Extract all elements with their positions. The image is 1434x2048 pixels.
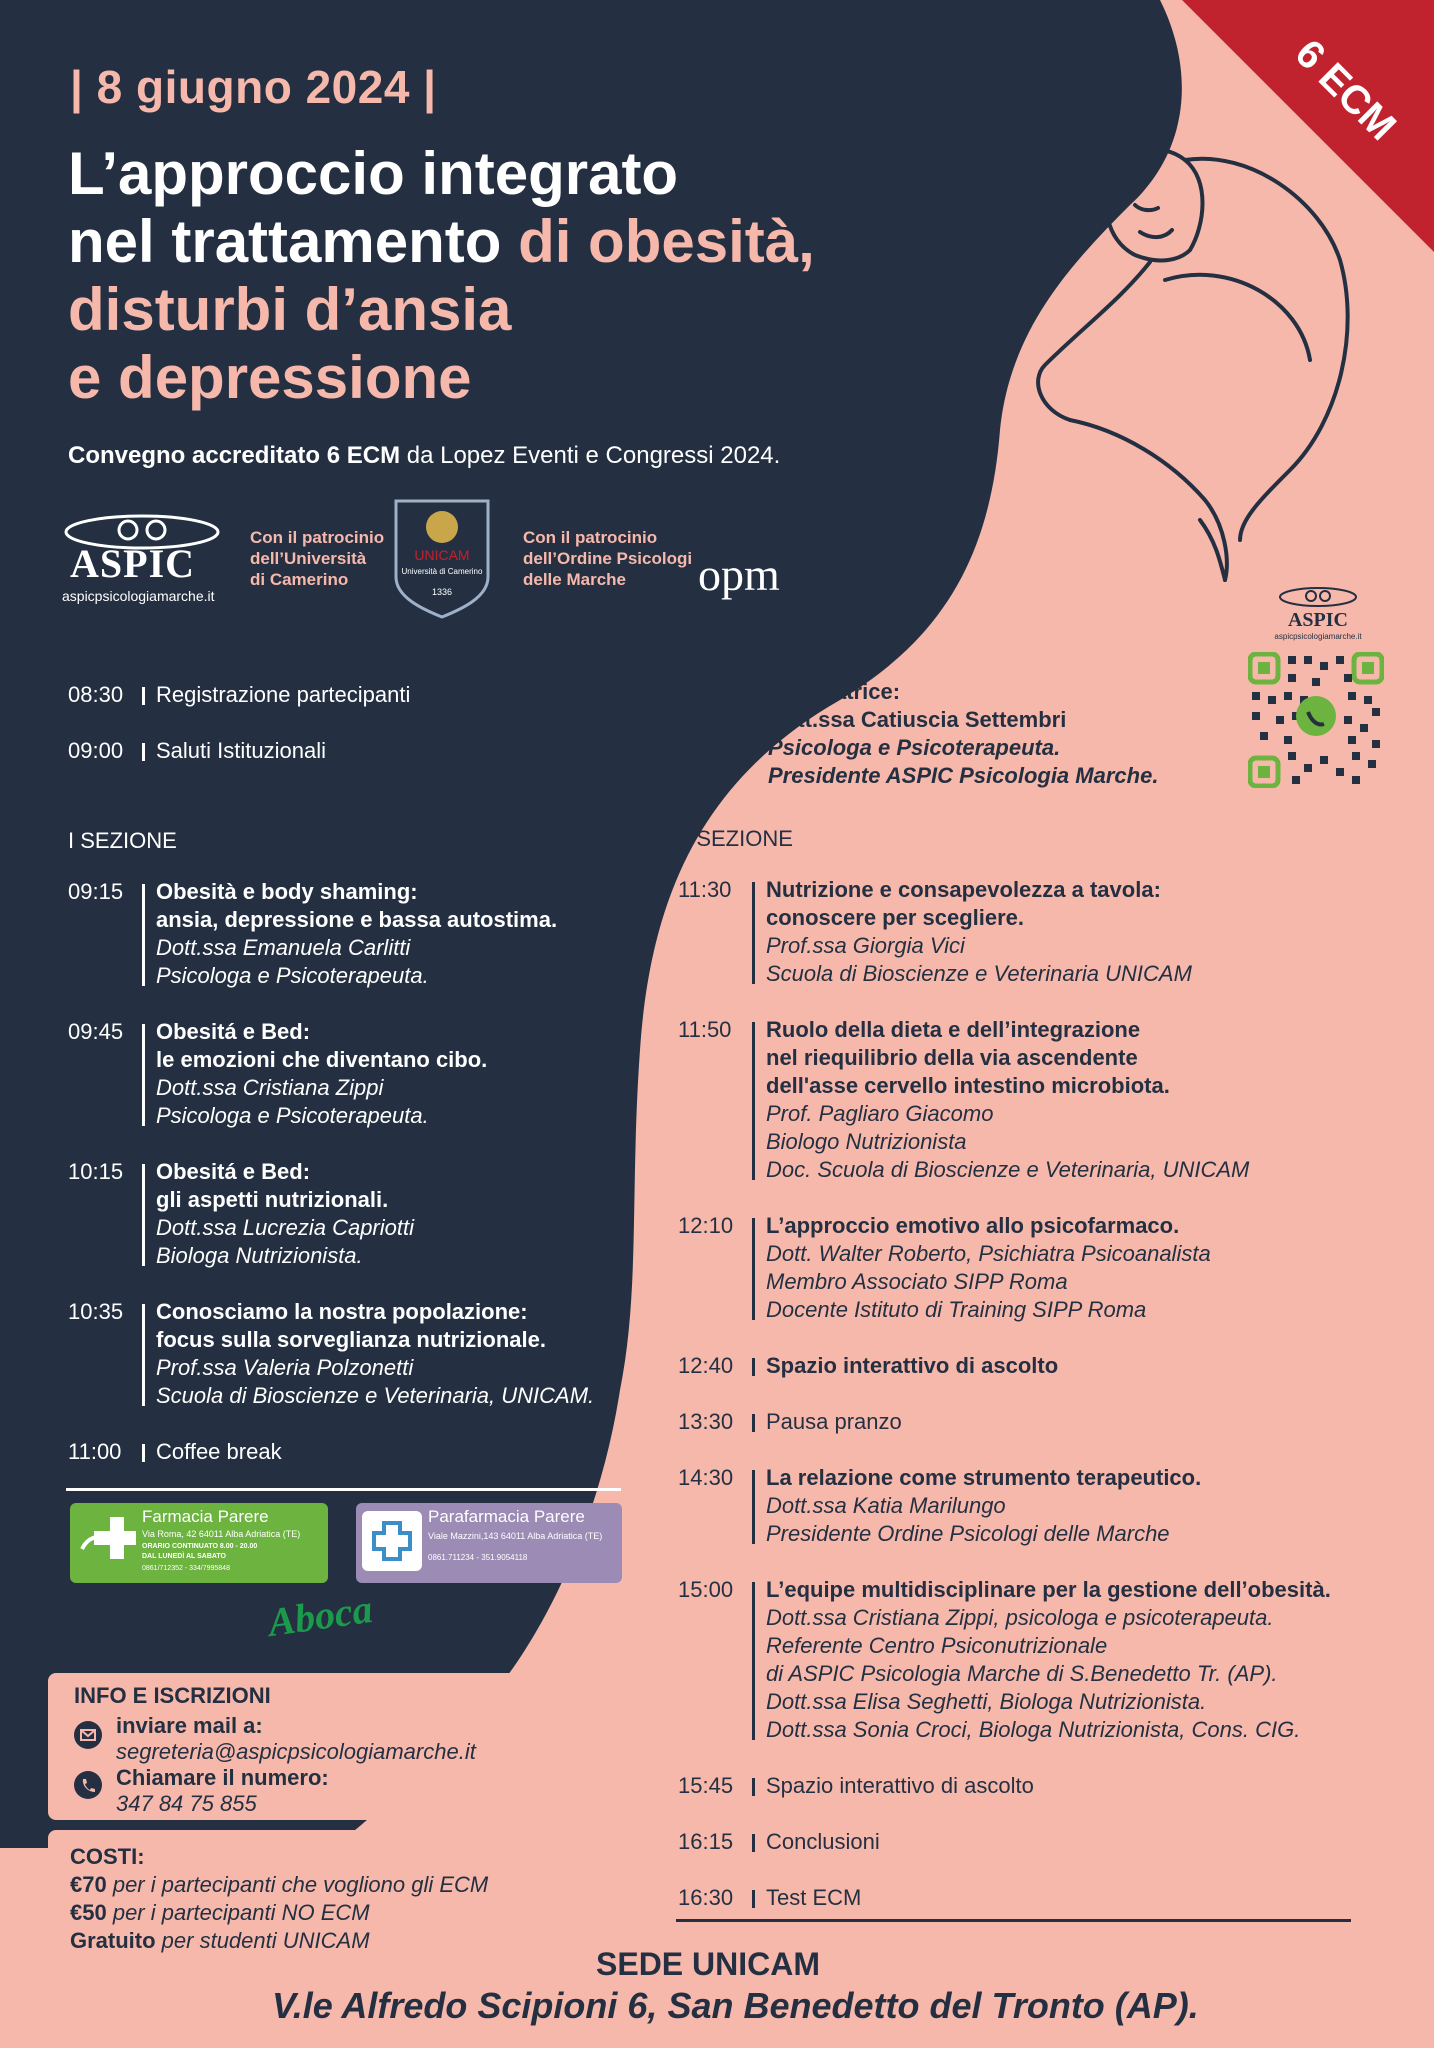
- aspic-logo: ASPIC aspicpsicologiamarche.it: [62, 510, 232, 605]
- farmacia-parere-banner[interactable]: Farmacia Parere Via Roma, 42 64011 Alba Adriatica (TE) ORARIO CONTINUATO 8.00 - 20.00 DAL LUNEDÌ AL SABATO 0861/712352 - 334/7995848: [70, 1503, 328, 1583]
- schedule-divider: [752, 1218, 755, 1320]
- session-speaker: Psicologa e Psicoterapeuta.: [156, 1103, 429, 1128]
- qr-code[interactable]: [1248, 652, 1384, 788]
- section-1-label: I SEZIONE: [68, 828, 177, 853]
- opm-logo: opm Ordine Psicologi Marche: [698, 502, 868, 622]
- session-speaker: Biologo Nutrizionista: [766, 1129, 967, 1154]
- venue-address: V.le Alfredo Scipioni 6, San Benedetto del Tronto (AP).: [272, 1985, 1199, 2026]
- info-heading: INFO E ISCRIZIONI: [74, 1683, 271, 1708]
- section-2-label: II SEZIONE: [678, 826, 793, 851]
- moderator-block: [768, 678, 1158, 790]
- session-title: Conosciamo la nostra popolazione:: [156, 1299, 528, 1324]
- session-title: nel riequilibrio della via ascendente: [766, 1045, 1138, 1070]
- event-date: | 8 giugno 2024 |: [70, 61, 437, 113]
- session-title: focus sulla sorveglianza nutrizionale.: [156, 1327, 546, 1352]
- schedule-time: 15:45: [678, 1773, 734, 1798]
- cost-line: €70 per i partecipanti che vogliono gli ECM: [70, 1872, 489, 1897]
- session-title: le emozioni che diventano cibo.: [156, 1047, 488, 1072]
- session-label: Coffee break: [156, 1439, 282, 1464]
- schedule-time: 16:30: [678, 1885, 734, 1910]
- title-line-1: L’approccio integrato: [68, 140, 679, 207]
- phone-icon: [74, 1771, 102, 1799]
- page-title: [68, 140, 815, 412]
- session-speaker: Prof.ssa Valeria Polzonetti: [156, 1355, 414, 1380]
- ecm-badge: 6 ECM: [1286, 31, 1405, 149]
- schedule-time: 16:15: [678, 1829, 734, 1854]
- session-label: Registrazione partecipanti: [156, 682, 411, 707]
- session-speaker: Dott.ssa Cristiana Zippi, psicologa e psicoterapeuta.: [766, 1605, 1274, 1630]
- cost-line: Gratuito per studenti UNICAM: [70, 1928, 370, 1953]
- phone-label: Chiamare il numero:: [116, 1765, 329, 1790]
- opm-patronage-text: Con il patrocinio dell’Ordine Psicologi delle Marche: [523, 528, 693, 589]
- schedule-time: 12:10: [678, 1213, 734, 1238]
- costs-box: [48, 1830, 630, 1964]
- session-speaker: Dott.ssa Katia Marilungo: [766, 1493, 1006, 1518]
- session-speaker: Dott.ssa Sonia Croci, Biologa Nutrizionista, Cons. CIG.: [766, 1717, 1301, 1742]
- schedule-divider: [142, 1164, 145, 1266]
- schedule-time: 09:15: [68, 879, 124, 904]
- session-title: conoscere per scegliere.: [766, 905, 1025, 930]
- schedule-divider: [752, 1022, 755, 1180]
- info-box: [48, 1673, 528, 1820]
- session-speaker: Prof.ssa Giorgia Vici: [766, 933, 965, 958]
- session-speaker: Biologa Nutrizionista.: [156, 1243, 363, 1268]
- schedule-time: 14:30: [678, 1465, 734, 1490]
- mail-link[interactable]: segreteria@aspicpsicologiamarche.it: [116, 1739, 476, 1764]
- session-label: Pausa pranzo: [766, 1409, 902, 1434]
- mail-label: inviare mail a:: [116, 1713, 263, 1738]
- moderator-name: Dott.ssa Catiuscia Settembri: [768, 707, 1067, 732]
- session-speaker: di ASPIC Psicologia Marche di S.Benedetto Tr. (AP).: [766, 1661, 1278, 1686]
- session-speaker: Doc. Scuola di Bioscienze e Veterinaria, UNICAM: [766, 1157, 1250, 1182]
- schedule-time: 15:00: [678, 1577, 734, 1602]
- schedule-time: 11:50: [678, 1017, 732, 1042]
- session-title: La relazione come strumento terapeutico.: [766, 1465, 1202, 1490]
- schedule-time: 10:15: [68, 1159, 124, 1184]
- session-title: Obesitá e Bed:: [156, 1159, 311, 1184]
- title-line-4: e depressione: [68, 344, 472, 411]
- schedule-divider: [752, 1834, 755, 1852]
- schedule-time: 09:00: [68, 738, 124, 763]
- venue-heading: SEDE UNICAM: [596, 1946, 821, 1982]
- schedule-divider: [142, 1024, 145, 1126]
- schedule-divider: [752, 1414, 755, 1432]
- moderator-label: Moderatrice:: [768, 679, 901, 704]
- schedule-time: 11:30: [678, 877, 732, 902]
- session-title: ansia, depressione e bassa autostima.: [156, 907, 558, 932]
- session-speaker: Dott. Walter Roberto, Psichiatra Psicoanalista: [766, 1241, 1211, 1266]
- schedule-divider: [752, 1890, 755, 1908]
- session-label: Spazio interattivo di ascolto: [766, 1773, 1034, 1798]
- session-title: Spazio interattivo di ascolto: [766, 1353, 1059, 1378]
- session-title: Obesità e body shaming:: [156, 879, 418, 904]
- parafarmacia-parere-banner[interactable]: Parafarmacia Parere Viale Mazzini,143 64011 Alba Adriatica (TE) 0861.711234 - 351.9054118: [356, 1503, 622, 1583]
- schedule-divider: [752, 882, 755, 984]
- session-speaker: Docente Istituto di Training SIPP Roma: [766, 1297, 1147, 1322]
- pharmacy-cross-icon: [74, 1509, 138, 1579]
- opm-circle-icon: [786, 502, 856, 562]
- session-speaker: Membro Associato SIPP Roma: [766, 1269, 1068, 1294]
- schedule-divider: [142, 1304, 145, 1406]
- schedule-time: 13:30: [678, 1409, 734, 1434]
- schedule-time: 11:00: [68, 1439, 122, 1464]
- schedule-divider: [752, 1778, 755, 1796]
- session-speaker: Dott.ssa Elisa Seghetti, Biologa Nutrizionista.: [766, 1689, 1207, 1714]
- title-line-3: disturbi d’ansia: [68, 276, 512, 343]
- schedule-divider: [752, 1582, 755, 1740]
- session-title: dell'asse cervello intestino microbiota.: [766, 1073, 1170, 1098]
- session-label: Saluti Istituzionali: [156, 738, 326, 763]
- session-speaker: Scuola di Bioscienze e Veterinaria, UNICAM.: [156, 1383, 595, 1408]
- aspic-small-logo: ASPIC aspicpsicologiamarche.it: [1268, 584, 1368, 640]
- cost-line: €50 per i partecipanti NO ECM: [70, 1900, 370, 1925]
- schedule-time: 09:45: [68, 1019, 124, 1044]
- title-line-2: nel trattamento di obesità,: [68, 208, 815, 275]
- session-speaker: Referente Centro Psiconutrizionale: [766, 1633, 1108, 1658]
- schedule-divider: [142, 687, 145, 705]
- session-speaker: Dott.ssa Emanuela Carlitti: [156, 935, 411, 960]
- session-title: L’approccio emotivo allo psicofarmaco.: [766, 1213, 1180, 1238]
- aboca-logo: Aboca: [265, 1585, 376, 1646]
- session-speaker: Psicologa e Psicoterapeuta.: [156, 963, 429, 988]
- unicam-logo: UNICAM Università di Camerino 1336: [392, 497, 492, 619]
- schedule-time: 12:40: [678, 1353, 734, 1378]
- qr-code-icon: [1248, 652, 1384, 788]
- session-title: Obesitá e Bed:: [156, 1019, 311, 1044]
- session-label: Conclusioni: [766, 1829, 880, 1854]
- schedule-divider: [142, 1444, 145, 1462]
- phone-number[interactable]: 347 84 75 855: [116, 1791, 257, 1816]
- unicam-patronage-text: Con il patrocinio dell’Università di Camerino: [250, 528, 385, 589]
- moderator-role: Presidente ASPIC Psicologia Marche.: [768, 763, 1159, 788]
- session-title: Ruolo della dieta e dell’integrazione: [766, 1017, 1141, 1042]
- moderator-role: Psicologa e Psicoterapeuta.: [768, 735, 1061, 760]
- mail-icon: [74, 1721, 102, 1749]
- session-speaker: Dott.ssa Lucrezia Capriotti: [156, 1215, 414, 1240]
- subtitle: Convegno accreditato 6 ECM da Lopez Eventi e Congressi 2024.: [68, 442, 781, 469]
- schedule-divider: [752, 1358, 755, 1376]
- schedule-divider: [142, 884, 145, 986]
- session-label: Test ECM: [766, 1885, 862, 1910]
- aspic-small-mark-icon: [1278, 584, 1358, 608]
- session-title: L’equipe multidisciplinare per la gestione dell’obesità.: [766, 1577, 1331, 1602]
- schedule-divider: [142, 743, 145, 761]
- session-speaker: Dott.ssa Cristiana Zippi: [156, 1075, 384, 1100]
- costs-heading: COSTI:: [70, 1844, 145, 1869]
- session-title: Nutrizione e consapevolezza a tavola:: [766, 877, 1161, 902]
- session-speaker: Presidente Ordine Psicologi delle Marche: [766, 1521, 1170, 1546]
- parafarmacia-cross-icon: [362, 1511, 422, 1571]
- session-speaker: Scuola di Bioscienze e Veterinaria UNICAM: [766, 961, 1192, 986]
- schedule-time: 10:35: [68, 1299, 124, 1324]
- session-speaker: Prof. Pagliaro Giacomo: [766, 1101, 994, 1126]
- schedule-divider: [752, 1470, 755, 1544]
- session-title: gli aspetti nutrizionali.: [156, 1187, 389, 1212]
- schedule-time: 08:30: [68, 682, 124, 707]
